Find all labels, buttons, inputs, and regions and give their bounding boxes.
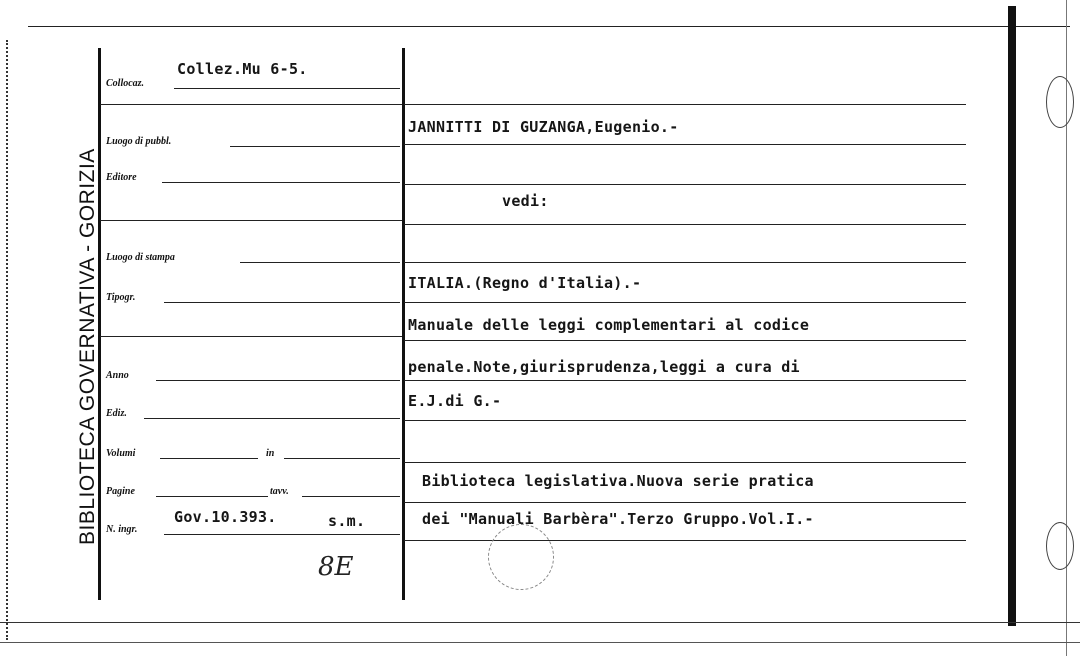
divider-2: [100, 220, 402, 221]
label-luogo-stampa: Luogo di stampa: [106, 252, 175, 263]
line-ediz: [144, 418, 400, 419]
middle-column-rule: [402, 48, 405, 600]
rule-r12: [404, 540, 966, 541]
line-luogo-pubbl: [230, 146, 400, 147]
label-volumi: Volumi: [106, 448, 136, 459]
label-tavole: tavv.: [270, 486, 289, 497]
line-anno: [156, 380, 400, 381]
label-tipografia: Tipogr.: [106, 292, 136, 303]
label-ediz: Ediz.: [106, 408, 127, 419]
line-in: [284, 458, 400, 459]
value-n-ingr: Gov.10.393.: [174, 508, 277, 526]
label-editore: Editore: [106, 172, 137, 183]
label-anno: Anno: [106, 370, 129, 381]
label-n-ingr: N. ingr.: [106, 524, 138, 535]
line-n-ingr: [164, 534, 400, 535]
line-luogo-stampa: [240, 262, 400, 263]
card-left-perforation: [6, 40, 20, 640]
rule-r9: [404, 420, 966, 421]
punch-hole-bottom: [1046, 522, 1074, 570]
rule-r6: [404, 302, 966, 303]
rule-r8: [404, 380, 966, 381]
library-name: BIBLIOTECA GOVERNATIVA - GORIZIA: [76, 148, 99, 545]
label-in: in: [266, 448, 275, 459]
line-volumi: [160, 458, 258, 459]
divider-1: [100, 104, 402, 105]
line-editore: [162, 182, 400, 183]
line-collocazione: [174, 88, 400, 89]
series-line-2: dei "Manuali Barbèra".Terzo Gruppo.Vol.I.-: [422, 510, 814, 528]
handwritten-number: 8E: [318, 552, 354, 582]
rule-r7: [404, 340, 966, 341]
main-heading: ITALIA.(Regno d'Italia).-: [408, 274, 642, 292]
line-tavole: [302, 496, 400, 497]
see-reference: vedi:: [502, 192, 549, 210]
title-line-2: penale.Note,giurisprudenza,leggi a cura di: [408, 358, 800, 376]
rule-r1: [404, 104, 966, 105]
line-tipografia: [164, 302, 400, 303]
rule-r4: [404, 224, 966, 225]
label-luogo-pubbl: Luogo di pubbl.: [106, 136, 172, 147]
punch-hole-top: [1046, 76, 1074, 128]
faded-stamp: [488, 524, 554, 590]
rule-r3: [404, 184, 966, 185]
title-line-1: Manuale delle leggi complementari al codice: [408, 316, 810, 334]
rule-r11: [404, 502, 966, 503]
rule-r2: [404, 144, 966, 145]
line-pagine: [156, 496, 268, 497]
rule-r5: [404, 262, 966, 263]
series-line-1: Biblioteca legislativa.Nuova serie pratica: [422, 472, 814, 490]
card-bottom-border: [0, 622, 1080, 623]
label-collocazione: Collocaz.: [106, 78, 145, 89]
scan-bottom-line: [0, 642, 1080, 643]
divider-3: [100, 336, 402, 337]
label-pagine: Pagine: [106, 486, 135, 497]
rule-r10: [404, 462, 966, 463]
card-right-border: [1008, 6, 1016, 626]
author-line: JANNITTI DI GUZANGA,Eugenio.-: [408, 118, 679, 136]
title-line-3: E.J.di G.-: [408, 392, 502, 410]
card-top-border: [28, 26, 1070, 28]
value-n-ingr-suffix: s.m.: [328, 512, 366, 530]
value-collocazione: Collez.Mu 6-5.: [177, 60, 308, 78]
